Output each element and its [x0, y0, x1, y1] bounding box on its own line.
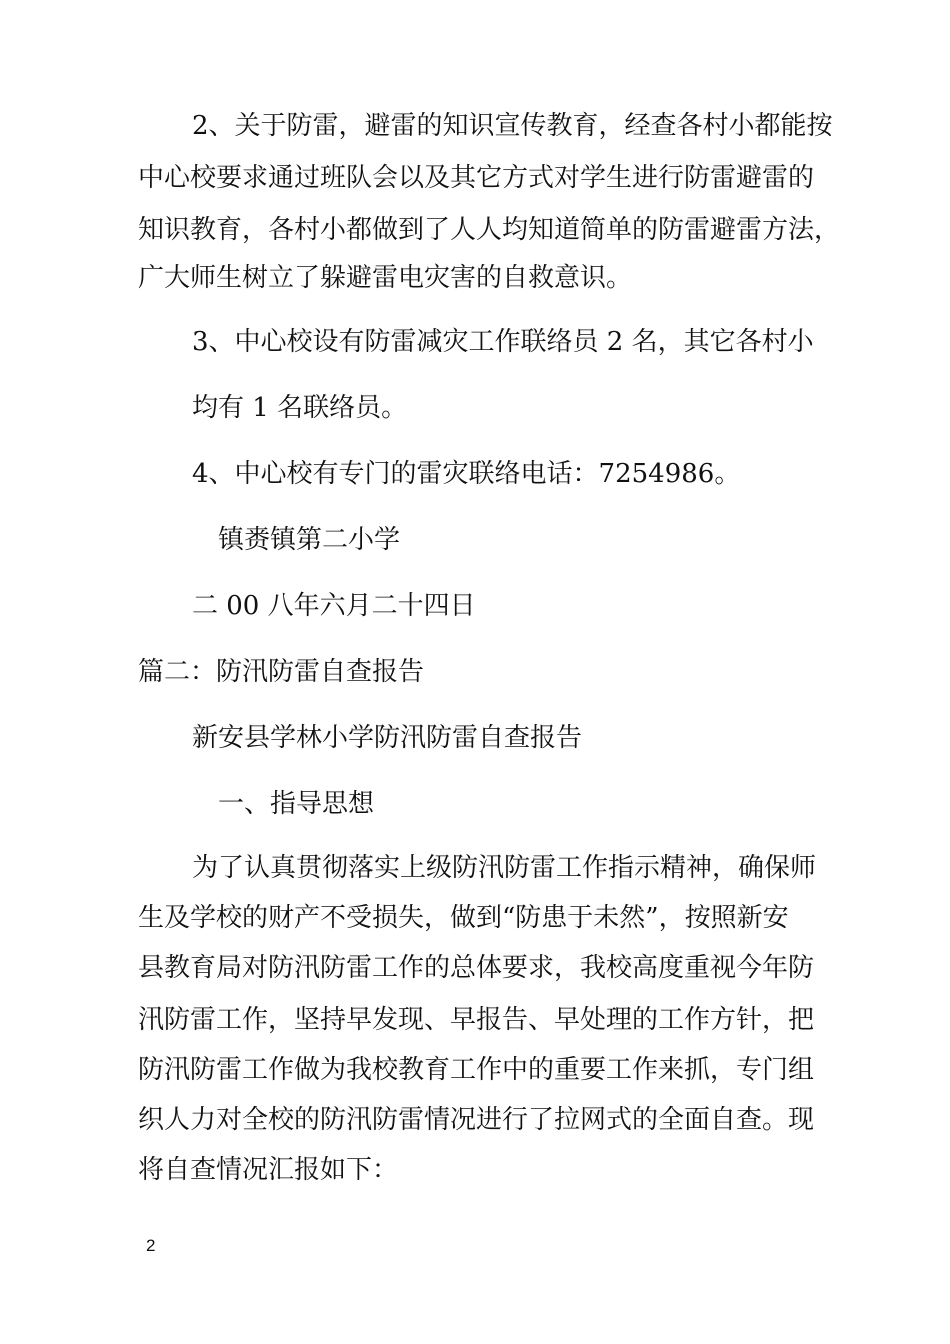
- item2-line-3: 知识教育，各村小都做到了人人均知道简单的防雷避雷方法，: [138, 215, 841, 245]
- item4-line: 4、中心校有专门的雷灾联络电话：7254986。: [192, 459, 741, 489]
- paragraph-line-1: 为了认真贯彻落实上级防汛防雷工作指示精神，确保师: [192, 853, 817, 883]
- item3-line-2: 均有 1 名联络员。: [192, 393, 408, 423]
- page-number: 2: [146, 1236, 156, 1255]
- paragraph-line-5: 防汛防雷工作做为我校教育工作中的重要工作来抓，专门组: [138, 1055, 815, 1085]
- paragraph-line-2: 生及学校的财产不受损失，做到“防患于未然”，按照新安: [138, 903, 789, 933]
- section-title: 篇二：防汛防雷自查报告: [138, 657, 425, 687]
- paragraph-line-7: 将自查情况汇报如下：: [138, 1155, 399, 1185]
- paragraph-line-6: 织人力对全校的防汛防雷情况进行了拉网式的全面自查。现: [138, 1105, 815, 1135]
- heading-guiding-thought: 一、指导思想: [218, 789, 375, 819]
- item2-line-1: 2、关于防雷，避雷的知识宣传教育，经查各村小都能按: [192, 111, 833, 141]
- paragraph-line-3: 县教育局对防汛防雷工作的总体要求，我校高度重视今年防: [138, 953, 815, 983]
- signature-date: 二 00 八年六月二十四日: [192, 591, 476, 621]
- item2-line-2: 中心校要求通过班队会以及其它方式对学生进行防雷避雷的: [138, 163, 815, 193]
- item3-line-1: 3、中心校设有防雷减灾工作联络员 2 名，其它各村小: [192, 327, 814, 357]
- report-title: 新安县学林小学防汛防雷自查报告: [192, 723, 583, 753]
- paragraph-line-4: 汛防雷工作，坚持早发现、早报告、早处理的工作方针，把: [138, 1005, 815, 1035]
- signature-school: 镇赉镇第二小学: [218, 525, 401, 555]
- item2-line-4: 广大师生树立了躲避雷电灾害的自救意识。: [138, 263, 633, 293]
